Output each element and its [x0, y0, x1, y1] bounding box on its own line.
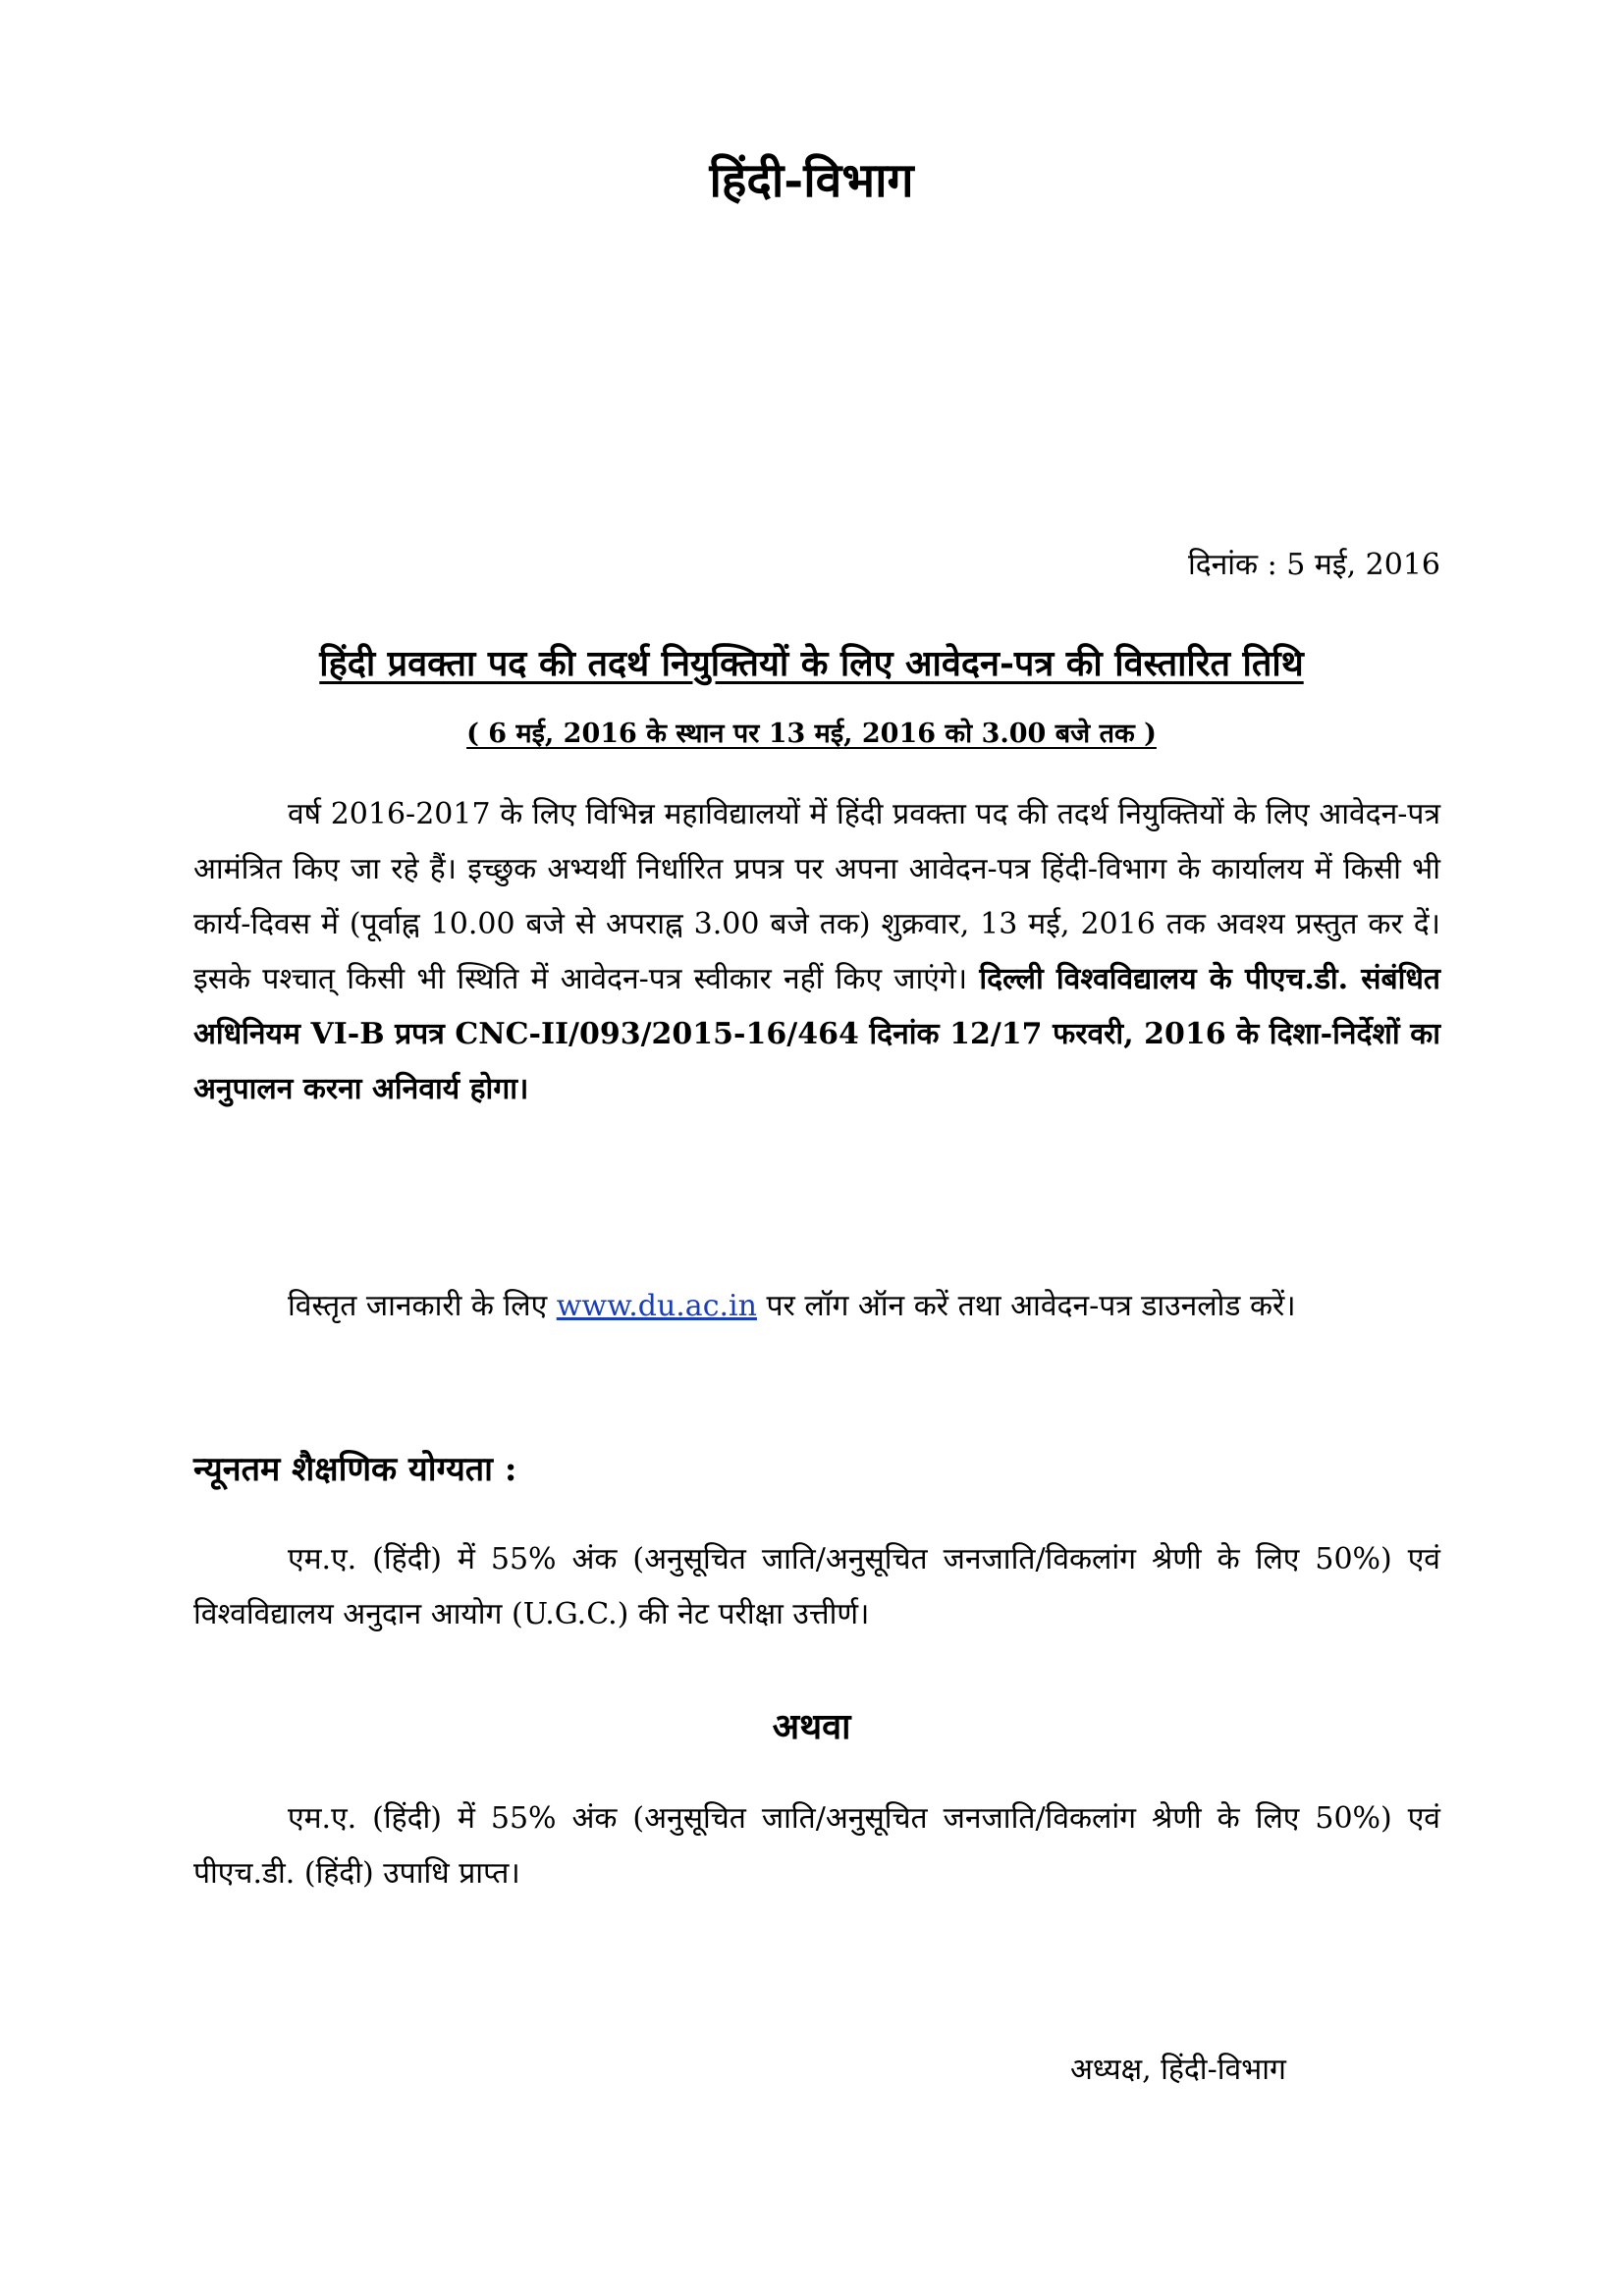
notice-subject: हिंदी प्रवक्ता पद की तदर्थ नियुक्तियों के लिए आवेदन-पत्र की विस्तारित तिथि [319, 643, 1304, 684]
qualification-heading: न्यूनतम शैक्षणिक योग्यता : [193, 1450, 517, 1489]
info-text-after: पर लॉग ऑन करें तथा आवेदन-पत्र डाउनलोड करें। [756, 1289, 1296, 1323]
website-link[interactable]: www.du.ac.in [556, 1289, 757, 1323]
or-separator: अथवा [772, 1706, 851, 1747]
main-paragraph-text: वर्ष 2016-2017 के लिए विभिन्न महाविद्यालयों में हिंदी प्रवक्ता पद की तदर्थ नियुक्तियों के लिए आवेदन-पत्र आमंत्रित किए जा रहे हैं। इच्छुक अभ्यर्थी निर्धारित प्रपत्र पर अपना आवेदन-पत्र हिंदी-विभाग के कार्यालय में किसी भी कार्य-दिवस में (पूर्वाह्न 10.00 बजे से अपराह्न 3.00 बजे तक) शुक्रवार, 13 मई, 2016 तक अवश्य प्रस्तुत कर दें। इसके पश्चात् किसी भी स्थिति में आवेदन-पत्र स्वीकार नहीं किए जाएंगे। [193, 797, 1440, 996]
main-paragraph [193, 787, 1440, 1117]
main-paragraph-bold-text: दिल्ली विश्वविद्यालय के पीएच.डी. संबंधित अधिनियम VI-B प्रपत्र CNC-II/093/2015-16/464 दिनांक 12/17 फरवरी, 2016 के दिशा-निर्देशों का अनुपालन करना अनिवार्य होगा। [193, 962, 1440, 1106]
info-paragraph [193, 1279, 1440, 1334]
department-title: हिंदी-विभाग [709, 153, 914, 208]
info-text-before: विस्तृत जानकारी के लिए [288, 1289, 557, 1323]
qualification-option-1: एम.ए. (हिंदी) में 55% अंक (अनुसूचित जाति/अनुसूचित जनजाति/विकलांग श्रेणी के लिए 50%) एवं विश्वविद्यालय अनुदान आयोग (U.G.C.) की नेट परीक्षा उत्तीर्ण। [193, 1542, 1440, 1631]
notice-subject-extension: ( 6 मई, 2016 के स्थान पर 13 मई, 2016 को 3.00 बजे तक ) [466, 719, 1157, 749]
notice-date: दिनांक : 5 मई, 2016 [1187, 548, 1440, 582]
qualification-option-2: एम.ए. (हिंदी) में 55% अंक (अनुसूचित जाति/अनुसूचित जनजाति/विकलांग श्रेणी के लिए 50%) एवं पीएच.डी. (हिंदी) उपाधि प्राप्त। [193, 1801, 1440, 1891]
signature-line: अध्यक्ष, हिंदी-विभाग [1070, 2053, 1286, 2087]
